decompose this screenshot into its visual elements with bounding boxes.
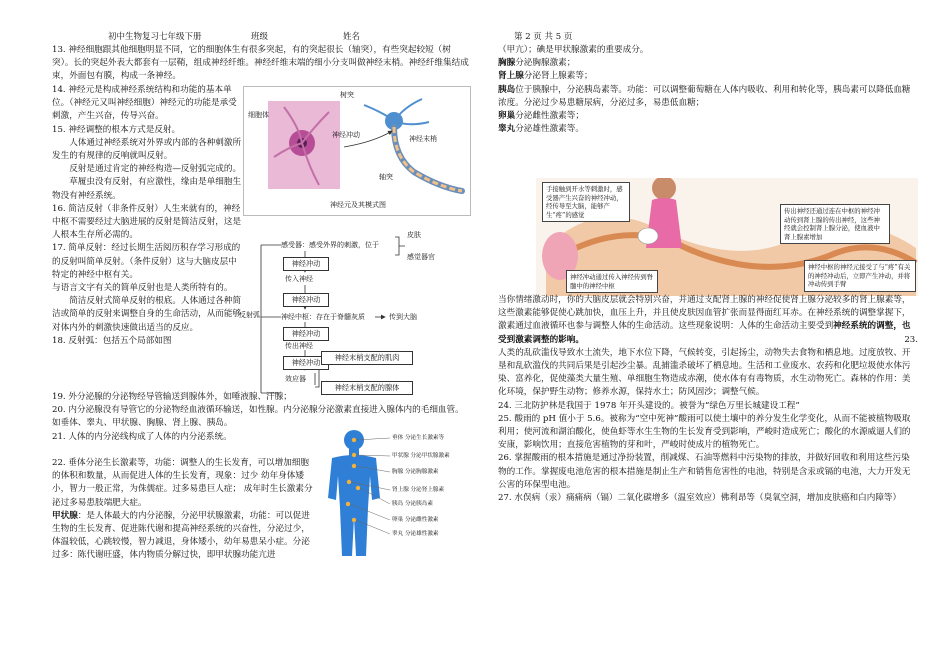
para-17b: 与语言文字有关的简单反射也是人类所特有的。 — [52, 283, 233, 294]
para-14: 14. 神经元是构成神经系统结构和功能的基本单位。（神经元又叫神经细胞）神经元的功能是承受刺激，产生兴奋，传导兴奋。 — [52, 85, 237, 122]
thymus-text: 分泌胸腺激素； — [515, 58, 576, 69]
right-page — [478, 0, 948, 671]
label-thyroid: 甲状腺 — [52, 510, 78, 521]
para-21: 21. 人体的内分泌线构成了人体的内分泌系统。 — [52, 431, 232, 442]
endocrine-testis: 睾丸 分泌雄性激素 — [392, 531, 439, 537]
neuron-caption: 神经元及其模式图 — [330, 201, 386, 209]
label-ovary: 卵巢 — [498, 111, 516, 122]
para-r6 — [498, 123, 918, 136]
para-13: 13. 神经细胞跟其他细胞明显不同，它的细胞体生有很多突起，有的突起很长（轴突），有些突起较短（树突）。长的突起外表大都套有一层鞘，组成神经纤维。神经纤维末端的细小分支叫做神经末梢。神经纤维集结成束，外面包有膜，构成一条神经。 — [52, 45, 469, 82]
emotion-figure — [536, 178, 918, 296]
reflex-muscle: 神经末梢支配的肌肉 — [321, 351, 413, 365]
label-dendrite: 树突 — [340, 91, 354, 99]
callout-adrenal: 传出神经还通过连在中枢的神经冲动传到肾上腺的传出神经，这些神经就会控制肾上腺分泌，使血液中肾上腺素增加 — [780, 204, 890, 244]
reflex-organ: 感觉器官 — [407, 253, 435, 261]
islets-text: 位于胰腺中，分泌胰岛素等。功能：可以调整葡萄糖在人体内吸收、利用和转化等，胰岛素可以降低血糖浓度。分泌过少易患糖尿病，分泌过多，易患低血糖； — [498, 84, 911, 108]
label-impulse: 神经冲动 — [332, 131, 360, 139]
reflex-impulse-3: 神经冲动 — [283, 327, 329, 341]
para-26: 26. 掌握酸雨的根本措施是通过净扮装置，削减煤、石油等燃料中污染物的排放，并做好回收和利用这些污染物的工作。掌握废电池危害的根本措施是制止生产和销售危害性的电池，特别是含汞或镉的电池，大力开发无公害的环保型电池。 — [498, 453, 911, 490]
thyroid-text: ：是人体最大的内分泌腺，分泌甲状腺激素，功能：可以促进生物的生长发育、促进陈代谢和提高神经系统的兴奋性，分泌过少，体温较低，心跳较慢，智力减退，身体矮小，幼年易患呆小症。分泌过多：陈代谢旺盛，体内物质分解过快，即甲状腺功能亢进 — [52, 510, 310, 561]
para-18: 18. 反射弧：包括五个局部如图 — [52, 335, 172, 346]
endocrine-pancreas: 胰岛 分泌胰岛素 — [392, 501, 433, 507]
label-islets: 胰岛 — [498, 84, 516, 95]
para-23-number: 23. — [904, 334, 918, 345]
neuron-illustration — [244, 87, 470, 215]
para-20: 20. 内分泌腺没有导管它的分泌物经血液循环输送，如性腺。内分泌腺分泌激素直接进入腺体内的毛细血管。如垂体、睾丸、甲状腺、胸腺、肾上腺、胰岛。 — [52, 405, 464, 429]
para-19: 19. 外分泌腺的分泌物经导管输送到腺体外，如唾液腺、汗腺； — [52, 392, 292, 402]
label-testis: 睾丸 — [498, 124, 516, 135]
label-thymus: 胸腺 — [498, 58, 516, 69]
emotion-text: 当你情绪激动时，你的大脑皮层就会特别兴奋，并通过支配肾上腺的神经促使肾上腺分泌较多的肾上腺素等，这些激素能够促使心跳加快，血压上升，并且使皮肤因血管扩张而显得面红耳赤。在神经系统的调整掌握下，激素通过血液循环也参与调整人体的生命活动。这些现象说明：人体的生命活动主要受到 — [498, 295, 911, 332]
para-23: 人类的乱砍滥伐导致水土流失，地下水位下降，气候转变，引起扬尘，动物失去食物和栖息地。过度放牧、开垦和乱砍滥伐的共同后果是引起沙尘暴。乱捕滥杀破坏了栖息地。生活和工业废水、农药和化肥垃圾使水体污染、富养化，促使藻类大量生殖、单细胞生物造成赤潮，使水体有有毒物质，水生动物死亡。森林的作用：美化环境，保护野生动物；修养水源，保持水土；防风固沙；调整气候。 — [498, 347, 911, 398]
ovary-text: 分泌雌性激素等； — [515, 111, 584, 122]
reflex-afferent: 传入神经 — [285, 275, 313, 283]
para-24: 24. 三北防护林是我国于 1978 年开头建设的。被誉为“绿色万里长城建设工程” — [498, 400, 800, 411]
endocrine-ovary: 卵巢 分泌雌性激素 — [392, 517, 439, 523]
callout-stimulus: 手接触到开水等刺激时，感受器产生兴奋的神经冲动，经传导至大脑，能够产生“疼”的感觉 — [542, 182, 630, 222]
reflex-brain: 传到大脑 — [389, 313, 417, 321]
header-course: 初中生物复习七年级下册 — [108, 32, 202, 42]
reflex-impulse-2: 神经冲动 — [283, 293, 329, 307]
para-15a: 15. 神经调整的根本方式是反射。 — [52, 124, 181, 135]
para-jz — [52, 510, 317, 563]
reflex-gland: 神经末梢支配的腺体 — [321, 381, 413, 395]
para-r1: （甲亢）；碘是甲状腺激素的重要成分。 — [498, 45, 649, 55]
reflex-impulse-4: 神经冲动 — [283, 356, 329, 370]
adrenal-text: 分泌肾上腺素等； — [523, 71, 593, 82]
para-r5 — [498, 110, 918, 123]
emotion-conclusion: 神经系统的调整，也受到激素调整的影响。 — [498, 321, 911, 345]
para-16: 16. 简洁反射（非条件反射）人生来就有的，神经中枢不需要经过大脑进展的反射是简洁反射，这是人根本生存所必需的。 — [52, 203, 242, 241]
para-15b: 人体通过神经系统对外界或内部的各种刺激所发生的有规律的反响就叫反射。 — [52, 137, 242, 162]
label-adrenal: 肾上腺 — [498, 71, 524, 82]
endocrine-adrenal: 肾上腺 分泌肾上腺素 — [392, 487, 445, 493]
reflex-efferent: 传出神经 — [285, 342, 313, 350]
text-block-13 — [52, 44, 470, 84]
para-17: 17. 简单反射：经过长期生活阅历积存学习形成的的反射叫简单反射。（条件反射）这与大脑皮层中特定的神经中枢有关。 — [52, 243, 241, 280]
label-cell-body: 细胞体 — [248, 111, 269, 119]
reflex-arc-title: 反射弧 — [239, 311, 260, 319]
callout-center: 神经中枢的神经元接受了与“疼”有关的神经冲动后，立即产生冲动，并将冲动传到手臂 — [804, 260, 916, 292]
label-nerve-ending: 神经末梢 — [409, 135, 437, 143]
para-25: 25. 酸雨的 pH 值小于 5.6。被称为“空中死神”酸雨可以使土壤中的养分发生化学变化，从而不能被植物吸取利用；使河流和湖泊酸化，使鱼虾等水生生物的生长发育受到影响，严峻时造成死亡；酸化的水源威逼人们的安康，影响饮用；直接危害植物的芽和叶，严峻时使成片的植物死亡。 — [498, 413, 911, 451]
reflex-center: 神经中枢：存在于脊髓灰质 — [281, 313, 365, 321]
reflex-arc-diagram — [235, 225, 470, 400]
header-name: 姓名 — [343, 32, 361, 42]
para-27: 27. 水俣病（汞）痛痛病（镉）二氧化碳增多（温室效应）佛利昂等（臭氧空洞，增加皮肤癌和白内障等） — [498, 493, 902, 504]
endocrine-thymus: 胸腺 分泌胸腺激素 — [392, 469, 439, 475]
endocrine-figure — [318, 428, 468, 558]
right-text-top — [498, 44, 918, 136]
label-axon: 轴突 — [379, 173, 393, 181]
para-r3 — [498, 70, 918, 83]
para-emotion — [498, 294, 918, 347]
endocrine-pituitary: 垂体 分泌生长激素等 — [392, 435, 445, 441]
right-text-bottom — [498, 294, 918, 505]
para-15d: 草履虫没有反射，有应激性，缘由是单细胞生物没有神经系统。 — [52, 177, 242, 201]
para-r4 — [498, 84, 918, 110]
para-15c: 反射是通过肯定的神经构造—反射弧完成的。 — [69, 164, 242, 175]
reflex-effector: 效应器 — [285, 375, 306, 383]
text-block-14-18 — [52, 84, 242, 348]
reflex-skin: 皮肤 — [407, 231, 421, 239]
right-header: 第 2 页 共 5 页 — [514, 32, 573, 42]
neuron-figure — [243, 86, 471, 216]
para-17c: 简洁反射式简单反射的根底。人体通过各种简洁或简单的反射来调整自身的生命活动，从而能够对体内外的刺激快速做出适当的反应。 — [52, 296, 242, 333]
para-22: 22. 垂体分泌生长激素等，功能：调整人的生长发育，可以增加细胞的体积和数量，从而促进人体的生长发育，现象：过少 幼年身体矮小，智力一般正常，为侏儒症。过多易患巨人症； 成年时生长激素分泌过多易患肢端肥大症。 — [52, 458, 313, 508]
testis-text: 分泌雄性激素等。 — [515, 124, 584, 135]
reflex-receptor: 感受器：感受外界的刺激，位于 — [281, 241, 379, 249]
endocrine-thyroid: 甲状腺 分泌甲状腺激素 — [392, 453, 450, 459]
left-header — [108, 30, 408, 42]
header-class: 班级 — [251, 32, 269, 42]
reflex-impulse-1: 神经冲动 — [283, 257, 329, 271]
callout-afferent: 神经冲动通过传入神经传到脊髓中的神经中枢 — [566, 270, 658, 293]
para-r2 — [498, 57, 918, 70]
text-block-22 — [52, 457, 317, 563]
